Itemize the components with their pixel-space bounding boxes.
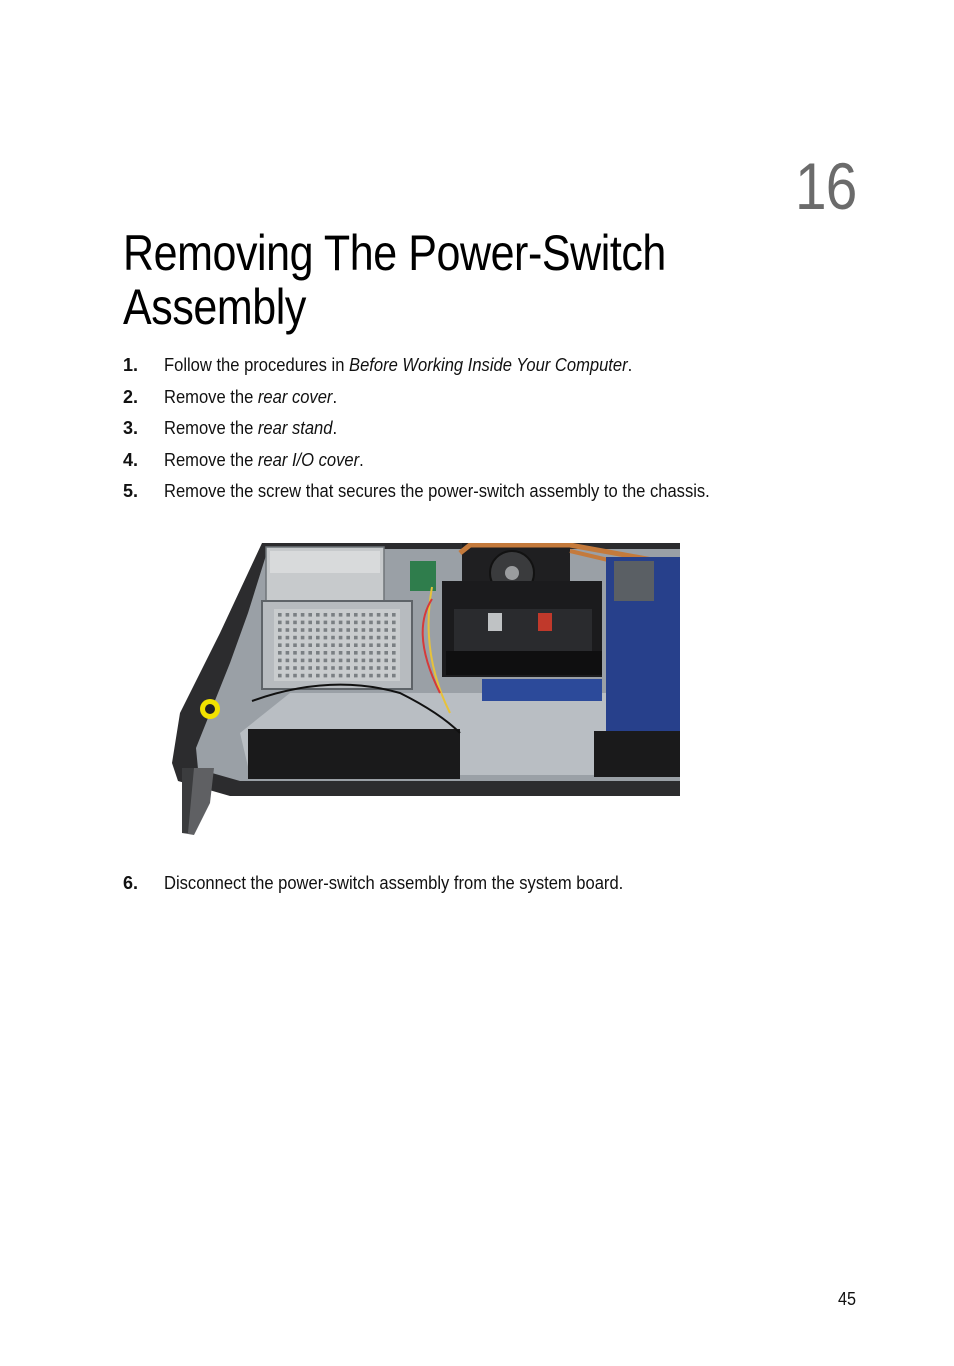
- step-text: Remove the rear stand.: [164, 418, 338, 438]
- step-link[interactable]: rear I/O cover: [257, 449, 360, 470]
- step-item: [123, 449, 843, 481]
- chapter-number: 16: [794, 149, 856, 223]
- step-link[interactable]: rear cover: [257, 386, 333, 407]
- page-number: 45: [837, 1289, 856, 1309]
- step-item: [123, 480, 843, 512]
- step-text: Remove the screw that secures the power-switch assembly to the chassis.: [164, 481, 710, 501]
- step-text: Disconnect the power-switch assembly from the system board.: [164, 873, 624, 893]
- step-item: [123, 354, 843, 386]
- step-number: 3.: [123, 418, 139, 438]
- step-text: Follow the procedures in Before Working Inside Your Computer.: [164, 355, 633, 375]
- power-switch-photo: [170, 543, 680, 836]
- procedure-steps: [123, 354, 843, 512]
- step-number: 4.: [123, 449, 139, 470]
- step-number: 2.: [123, 386, 139, 407]
- step-text: Remove the rear cover.: [164, 386, 338, 407]
- step-item: [123, 872, 843, 904]
- step-number: 5.: [123, 481, 139, 501]
- step-text: Remove the rear I/O cover.: [164, 449, 364, 470]
- step-number: 6.: [123, 873, 139, 893]
- step-item: [123, 417, 843, 449]
- step-item: [123, 386, 843, 418]
- page-title: Removing The Power-Switch Assembly: [123, 225, 666, 335]
- step-number: 1.: [123, 355, 139, 375]
- step-link[interactable]: rear stand: [257, 418, 333, 438]
- step-link[interactable]: Before Working Inside Your Computer: [349, 355, 628, 375]
